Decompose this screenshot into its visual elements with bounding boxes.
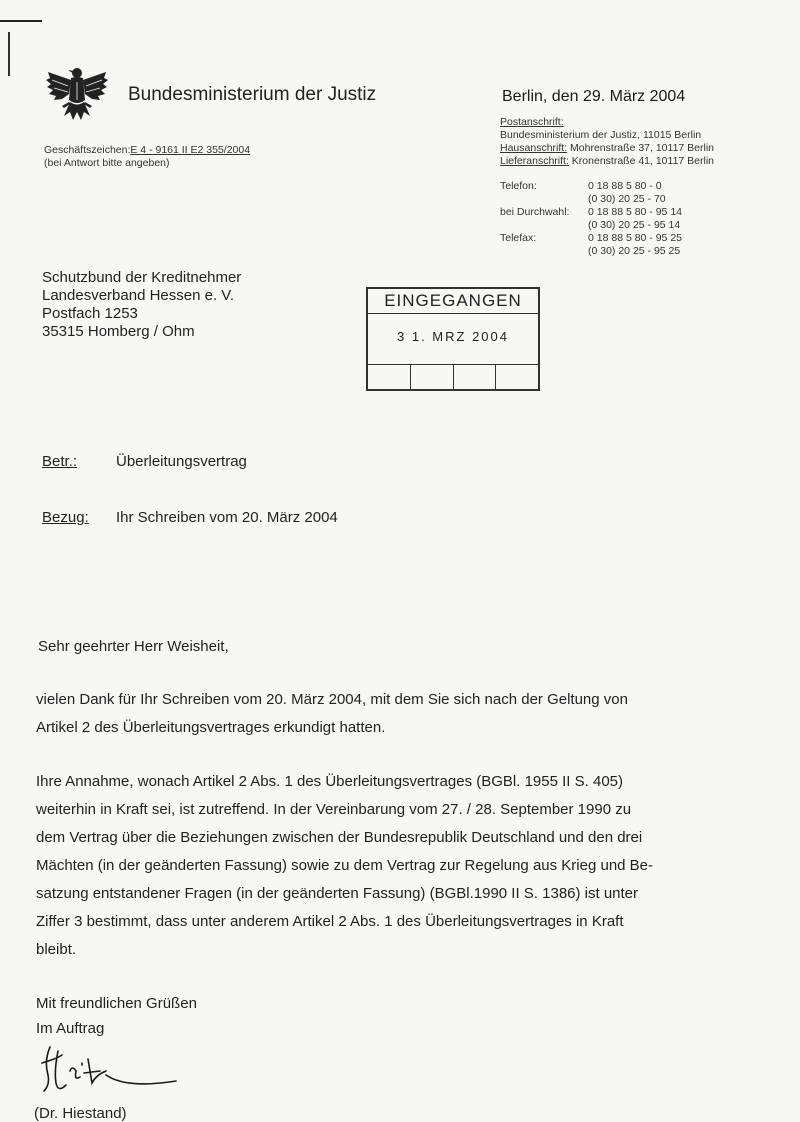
text-line: Ihre Annahme, wonach Artikel 2 Abs. 1 des Überleitungsvertrages (BGBl. 1955 II S. 405) — [36, 773, 623, 790]
text-line: dem Vertrag über die Beziehungen zwischen der Bundesrepublik Deutschland und den drei — [36, 829, 643, 846]
house-value: Mohrenstraße 37, 10117 Berlin — [570, 142, 715, 154]
federal-eagle-icon — [44, 62, 110, 124]
text-line: Mächten (in der geänderten Fassung) sowie zu dem Vertrag zur Regelung aus Krieg und Be- — [36, 857, 654, 874]
letter-date: Berlin, den 29. März 2004 — [502, 88, 686, 105]
text-line: bleibt. — [36, 941, 77, 958]
text-line: vielen Dank für Ihr Schreiben vom 20. März 2004, mit dem Sie sich nach der Geltung von — [36, 691, 628, 708]
text-line: Ziffer 3 bestimmt, dass unter anderem Artikel 2 Abs. 1 des Überleitungsvertrages in Kraft — [36, 913, 624, 930]
post-label: Postanschrift: — [500, 116, 564, 128]
salutation: Sehr geehrter Herr Weisheit, — [38, 638, 229, 655]
text-line: satzung entstandener Fragen (in der geänderten Fassung) (BGBl.1990 II S. 1386) ist unter — [36, 885, 639, 902]
text-line: weiterhin in Kraft sei, ist zutreffend. In der Vereinbarung vom 27. / 28. September 1990 zu — [36, 801, 632, 818]
bezug-value: Ihr Schreiben vom 20. März 2004 — [116, 509, 338, 526]
paragraph-1 — [36, 686, 736, 742]
address-block — [500, 116, 714, 168]
text-line: Artikel 2 des Überleitungsvertrages erkundigt hatten. — [36, 719, 386, 736]
phone-2: (0 30) 20 25 - 70 — [588, 193, 666, 205]
recipient-address — [42, 269, 241, 341]
stamp-title: EINGEGANGEN — [368, 289, 538, 314]
ministry-name: Bundesministerium der Justiz — [128, 84, 377, 105]
betr-value: Überleitungsvertrag — [116, 453, 247, 470]
reference-value: E 4 - 9161 II E2 355/2004 — [130, 144, 251, 156]
reference-label: Geschäftszeichen: — [44, 144, 131, 156]
reference-block — [44, 144, 250, 170]
fax-2: (0 30) 20 25 - 95 25 — [588, 245, 681, 257]
stamp-cell — [411, 365, 454, 389]
corner-mark-vertical — [8, 32, 10, 76]
closing-line: Mit freundlichen Grüßen — [36, 995, 197, 1012]
stamp-cell — [368, 365, 411, 389]
phone-label: Telefon: — [500, 180, 537, 192]
house-label: Hausanschrift: — [500, 142, 568, 154]
signer-name: (Dr. Hiestand) — [34, 1105, 127, 1122]
direct-2: (0 30) 20 25 - 95 14 — [588, 219, 681, 231]
fax-label: Telefax: — [500, 232, 537, 244]
stamp-cells — [368, 364, 538, 389]
received-stamp — [366, 287, 540, 391]
bezug-label: Bezug: — [42, 509, 89, 526]
corner-mark-horizontal — [0, 20, 42, 22]
direct-1: 0 18 88 5 80 - 95 14 — [588, 206, 682, 218]
stamp-date: 3 1. MRZ 2004 — [397, 329, 509, 344]
phone-1: 0 18 88 5 80 - 0 — [588, 180, 662, 192]
stamp-cell — [454, 365, 497, 389]
post-value: Bundesministerium der Justiz, 11015 Berlin — [500, 129, 702, 141]
recipient-line: Schutzbund der Kreditnehmer — [42, 269, 242, 286]
reference-note: (bei Antwort bitte angeben) — [44, 157, 170, 169]
closing-line: Im Auftrag — [36, 1020, 105, 1037]
fax-1: 0 18 88 5 80 - 95 25 — [588, 232, 682, 244]
closing — [36, 991, 197, 1041]
stamp-cell — [496, 365, 538, 389]
handwritten-signature — [36, 1041, 186, 1097]
betr-label: Betr.: — [42, 453, 78, 470]
recipient-line: Postfach 1253 — [42, 305, 138, 322]
direct-label: bei Durchwahl: — [500, 206, 570, 218]
recipient-line: 35315 Homberg / Ohm — [42, 323, 195, 340]
recipient-line: Landesverband Hessen e. V. — [42, 287, 235, 304]
delivery-label: Lieferanschrift: — [500, 155, 569, 167]
paragraph-2 — [36, 768, 736, 964]
delivery-value: Kronenstraße 41, 10117 Berlin — [571, 155, 715, 167]
